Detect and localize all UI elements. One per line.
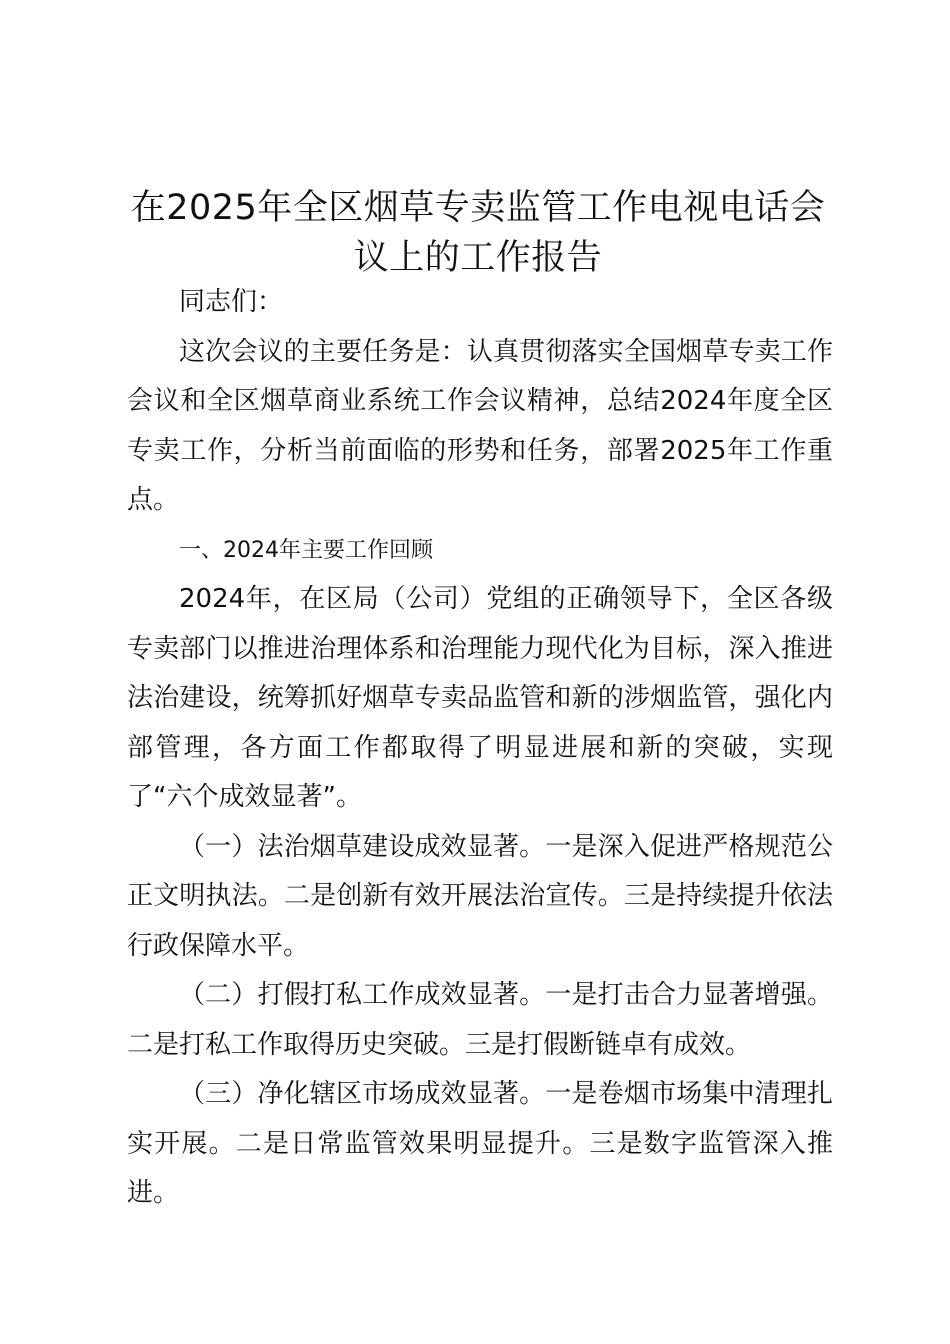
- document-title: 在2025年全区烟草专卖监管工作电视电话会议上的工作报告: [130, 188, 826, 278]
- section-heading: 一、2024年主要工作回顾: [179, 537, 433, 563]
- intro-paragraph: 这次会议的主要任务是：认真贯彻落实全国烟草专卖工作会议和全区烟草商业系统工作会议精神，总结2024年度全区专卖工作，分析当前面临的形势和任务，部署2025年工作重点。: [127, 336, 833, 515]
- review-paragraph: 2024年，在区局（公司）党组的正确领导下，全区各级专卖部门以推进治理体系和治理能力现代化为目标，深入推进法治建设，统筹抓好烟草专卖品监管和新的涉烟监管，强化内部管理，各方面工作都取得了明显进展和新的突破，实现了“六个成效显著”。: [127, 584, 833, 812]
- salutation: 同志们：: [179, 287, 284, 317]
- subsection-paragraph-1: （一）法治烟草建设成效显著。一是深入促进严格规范公正文明执法。二是创新有效开展法治宣传。三是持续提升依法行政保障水平。: [127, 831, 833, 961]
- subsection-paragraph-2: （二）打假打私工作成效显著。一是打击合力显著增强。二是打私工作取得历史突破。三是打假断链卓有成效。: [127, 980, 833, 1060]
- subsection-paragraph-3: （三）净化辖区市场成效显著。一是卷烟市场集中清理扎实开展。二是日常监管效果明显提升。三是数字监管深入推进。: [127, 1079, 833, 1208]
- document-body: [127, 278, 833, 1219]
